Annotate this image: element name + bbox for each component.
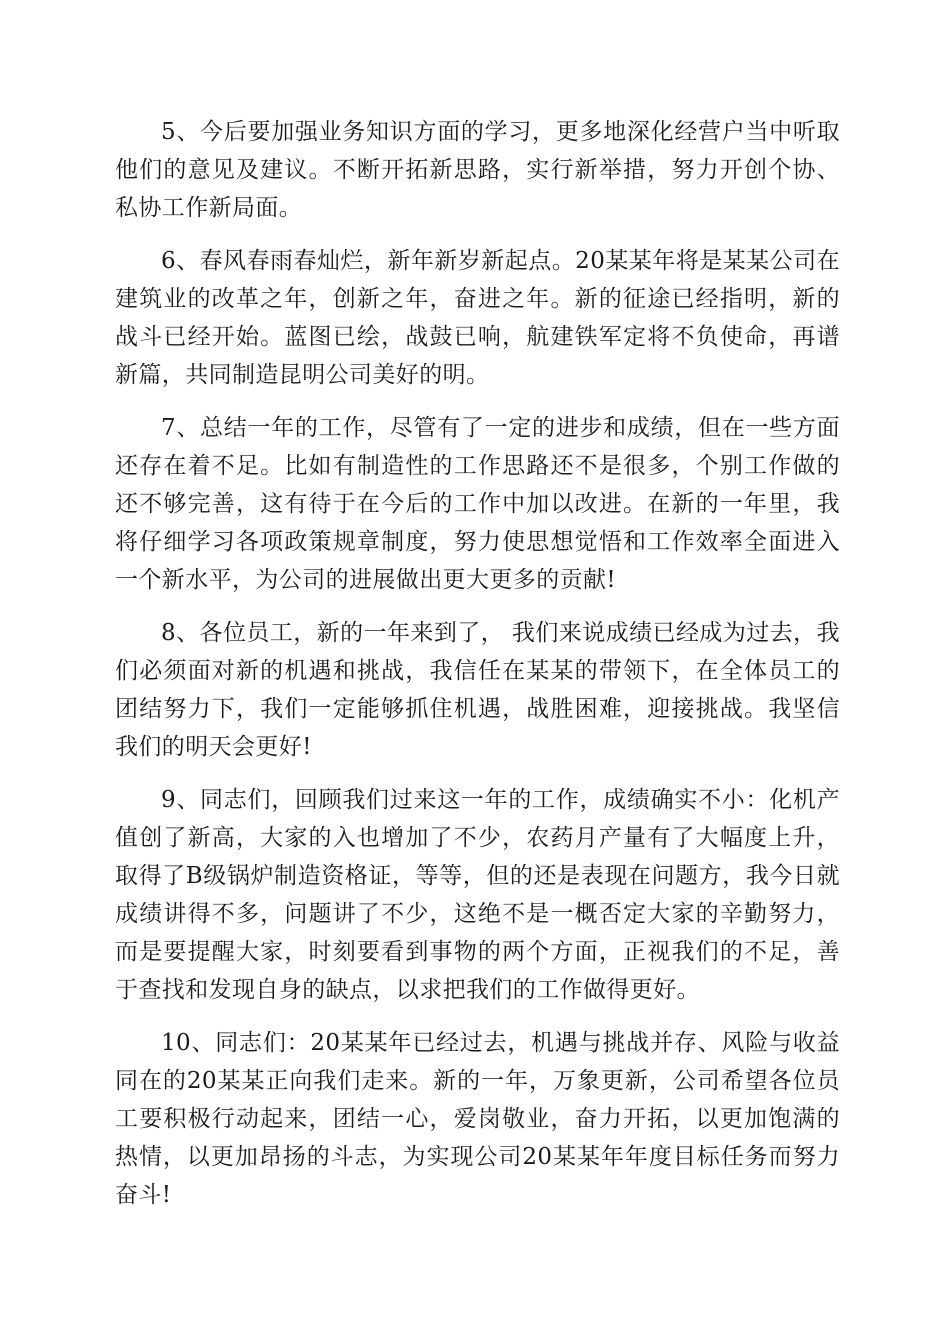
paragraph-item-6: 6、春风春雨春灿烂，新年新岁新起点。20某某年将是某某公司在建筑业的改革之年，创新之年，奋进之年。新的征途已经指明，新的战斗已经开始。蓝图已绘，战鼓已响，航建铁军定将不负使命，再谱新篇，共同制造昆明公司美好的明。 <box>115 248 840 388</box>
paragraph-item-8: 8、各位员工，新的一年来到了， 我们来说成绩已经成为过去，我们必须面对新的机遇和挑战，我信任在某某的带领下，在全体员工的团结努力下，我们一定能够抓住机遇，战胜困难，迎接挑战。我坚信我们的明天会更好! <box>115 620 840 760</box>
paragraph-item-7: 7、总结一年的工作，尽管有了一定的进步和成绩，但在一些方面还存在着不足。比如有制造性的工作思路还不是很多，个别工作做的还不够完善，这有待于在今后的工作中加以改进。在新的一年里，我将仔细学习各项政策规章制度，努力使思想觉悟和工作效率全面进入一个新水平，为公司的进展做出更大更多的贡献! <box>115 415 840 593</box>
paragraph-item-9: 9、同志们，回顾我们过来这一年的工作，成绩确实不小：化机产值创了新高，大家的入也增加了不少，农药月产量有了大幅度上升，取得了B级锅炉制造资格证，等等，但的还是表现在问题方，我今日就成绩讲得不多，问题讲了不少，这绝不是一概否定大家的辛勤努力，而是要提醒大家，时刻要看到事物的两个方面，正视我们的不足，善于查找和发现自身的缺点，以求把我们的工作做得更好。 <box>115 787 840 1003</box>
paragraph-item-5: 5、今后要加强业务知识方面的学习，更多地深化经营户当中听取他们的意见及建议。不断开拓新思路，实行新举措，努力开创个协、私协工作新局面。 <box>115 119 840 221</box>
paragraph-item-10: 10、同志们：20某某年已经过去，机遇与挑战并存、风险与收益同在的20某某正向我们走来。新的一年，万象更新，公司希望各位员工要积极行动起来，团结一心，爱岗敬业，奋力开拓，以更加饱满的热情，以更加昂扬的斗志，为实现公司20某某年年度目标任务而努力奋斗! <box>115 1030 840 1208</box>
